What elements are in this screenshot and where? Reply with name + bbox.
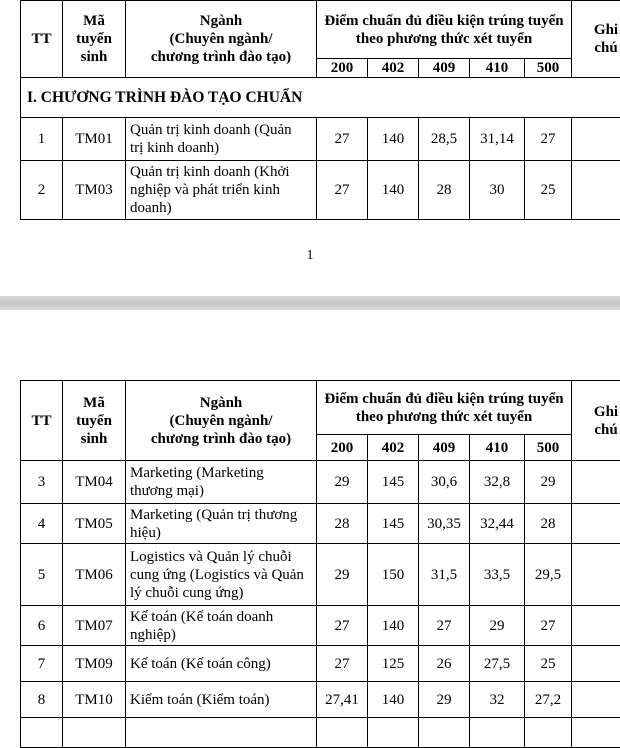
cell-tt: 4 bbox=[21, 504, 63, 544]
admission-table-page-1 bbox=[20, 0, 620, 220]
cell-402: 125 bbox=[368, 646, 419, 682]
cell-200: 27 bbox=[317, 606, 368, 646]
cell-tt: 5 bbox=[21, 544, 63, 606]
cell-nganh: Marketing (Marketing thương mại) bbox=[126, 461, 317, 504]
cell-nganh: Logistics và Quản lý chuỗi cung ứng (Logistics và Quản lý chuỗi cung ứng) bbox=[126, 544, 317, 606]
table-row bbox=[21, 606, 620, 646]
cell-tt: 6 bbox=[21, 606, 63, 646]
cell-410: 27,5 bbox=[470, 646, 525, 682]
header-ghi-chu: Ghi chú bbox=[572, 1, 620, 78]
cell-409: 30,35 bbox=[419, 504, 470, 544]
cell-ma: TM05 bbox=[63, 504, 126, 544]
page-separator bbox=[0, 296, 620, 310]
header-tt: TT bbox=[21, 381, 63, 461]
cell-tt: 2 bbox=[21, 161, 63, 220]
cell-ma: TM09 bbox=[63, 646, 126, 682]
cell-402: 150 bbox=[368, 544, 419, 606]
cell-409: 26 bbox=[419, 646, 470, 682]
cell-200: 27 bbox=[317, 161, 368, 220]
cell-nganh: Kế toán (Kế toán doanh nghiệp) bbox=[126, 606, 317, 646]
cell-ma: TM03 bbox=[63, 161, 126, 220]
cell-ghichu bbox=[572, 161, 620, 220]
page-number: 1 bbox=[0, 248, 620, 264]
cell-409: 29 bbox=[419, 682, 470, 718]
method-410: 410 bbox=[470, 59, 525, 78]
admission-table-page-2 bbox=[20, 380, 620, 748]
header-ma-tuyen-sinh: Mã tuyển sinh bbox=[63, 1, 126, 78]
method-409: 409 bbox=[419, 435, 470, 461]
section-row bbox=[21, 78, 620, 118]
cell-500: 27 bbox=[525, 606, 572, 646]
header-ma-tuyen-sinh: Mã tuyển sinh bbox=[63, 381, 126, 461]
cell-410: 32,44 bbox=[470, 504, 525, 544]
cell-409: 28,5 bbox=[419, 118, 470, 161]
cell-402: 140 bbox=[368, 682, 419, 718]
section-title: I. CHƯƠNG TRÌNH ĐÀO TẠO CHUẨN bbox=[21, 78, 620, 118]
cell-ma: TM01 bbox=[63, 118, 126, 161]
cell-410: 32,8 bbox=[470, 461, 525, 504]
header-diem-chuan: Điểm chuẩn đủ điều kiện trúng tuyển theo phương thức xét tuyển bbox=[317, 381, 572, 435]
cell-ghichu bbox=[572, 461, 620, 504]
table-row bbox=[21, 161, 620, 220]
cell-409: 31,5 bbox=[419, 544, 470, 606]
cell-tt: 1 bbox=[21, 118, 63, 161]
cell-nganh: Kế toán (Kế toán công) bbox=[126, 646, 317, 682]
cell-410: 30 bbox=[470, 161, 525, 220]
cell-410: 29 bbox=[470, 606, 525, 646]
cell-ghichu bbox=[572, 606, 620, 646]
cell-tt: 3 bbox=[21, 461, 63, 504]
cell-ma: TM06 bbox=[63, 544, 126, 606]
header-diem-chuan: Điểm chuẩn đủ điều kiện trúng tuyển theo phương thức xét tuyển bbox=[317, 1, 572, 59]
cell-402: 145 bbox=[368, 461, 419, 504]
cell-500: 29,5 bbox=[525, 544, 572, 606]
cell-409: 27 bbox=[419, 606, 470, 646]
method-409: 409 bbox=[419, 59, 470, 78]
cell-ma: TM10 bbox=[63, 682, 126, 718]
cell-200: 27,41 bbox=[317, 682, 368, 718]
cell-ghichu bbox=[572, 118, 620, 161]
header-nganh: Ngành (Chuyên ngành/ chương trình đào tạo) bbox=[126, 381, 317, 461]
table-row bbox=[21, 544, 620, 606]
cell-tt: 7 bbox=[21, 646, 63, 682]
cell-409: 28 bbox=[419, 161, 470, 220]
table-row bbox=[21, 646, 620, 682]
table-row bbox=[21, 461, 620, 504]
header-tt: TT bbox=[21, 1, 63, 78]
method-402: 402 bbox=[368, 59, 419, 78]
cell-500: 25 bbox=[525, 646, 572, 682]
table-row-partial bbox=[21, 718, 620, 748]
cell-200: 27 bbox=[317, 646, 368, 682]
header-row bbox=[21, 381, 620, 435]
cell-ghichu bbox=[572, 504, 620, 544]
table-row bbox=[21, 504, 620, 544]
cell-500: 29 bbox=[525, 461, 572, 504]
header-row bbox=[21, 1, 620, 59]
cell-ghichu bbox=[572, 544, 620, 606]
cell-402: 145 bbox=[368, 504, 419, 544]
cell-ma: TM04 bbox=[63, 461, 126, 504]
cell-500: 27,2 bbox=[525, 682, 572, 718]
cell-200: 28 bbox=[317, 504, 368, 544]
cell-410: 33,5 bbox=[470, 544, 525, 606]
cell-402: 140 bbox=[368, 606, 419, 646]
method-500: 500 bbox=[525, 59, 572, 78]
cell-ma: TM07 bbox=[63, 606, 126, 646]
cell-nganh: Quản trị kinh doanh (Quản trị kinh doanh) bbox=[126, 118, 317, 161]
method-200: 200 bbox=[317, 59, 368, 78]
cell-200: 29 bbox=[317, 461, 368, 504]
cell-ghichu bbox=[572, 646, 620, 682]
cell-nganh: Kiểm toán (Kiểm toán) bbox=[126, 682, 317, 718]
header-ghi-chu: Ghi chú bbox=[572, 381, 620, 461]
cell-nganh: Quản trị kinh doanh (Khởi nghiệp và phát triển kinh doanh) bbox=[126, 161, 317, 220]
cell-402: 140 bbox=[368, 161, 419, 220]
cell-410: 31,14 bbox=[470, 118, 525, 161]
cell-500: 27 bbox=[525, 118, 572, 161]
cell-402: 140 bbox=[368, 118, 419, 161]
cell-nganh: Marketing (Quản trị thương hiệu) bbox=[126, 504, 317, 544]
table-row bbox=[21, 118, 620, 161]
cell-tt: 8 bbox=[21, 682, 63, 718]
cell-409: 30,6 bbox=[419, 461, 470, 504]
cell-200: 29 bbox=[317, 544, 368, 606]
cell-ghichu bbox=[572, 682, 620, 718]
cell-500: 25 bbox=[525, 161, 572, 220]
method-500: 500 bbox=[525, 435, 572, 461]
cell-200: 27 bbox=[317, 118, 368, 161]
cell-410: 32 bbox=[470, 682, 525, 718]
method-200: 200 bbox=[317, 435, 368, 461]
document-page-2 bbox=[0, 310, 620, 723]
document-page-1 bbox=[0, 0, 620, 296]
method-402: 402 bbox=[368, 435, 419, 461]
cell-500: 28 bbox=[525, 504, 572, 544]
method-410: 410 bbox=[470, 435, 525, 461]
header-nganh: Ngành (Chuyên ngành/ chương trình đào tạo) bbox=[126, 1, 317, 78]
table-row bbox=[21, 682, 620, 718]
